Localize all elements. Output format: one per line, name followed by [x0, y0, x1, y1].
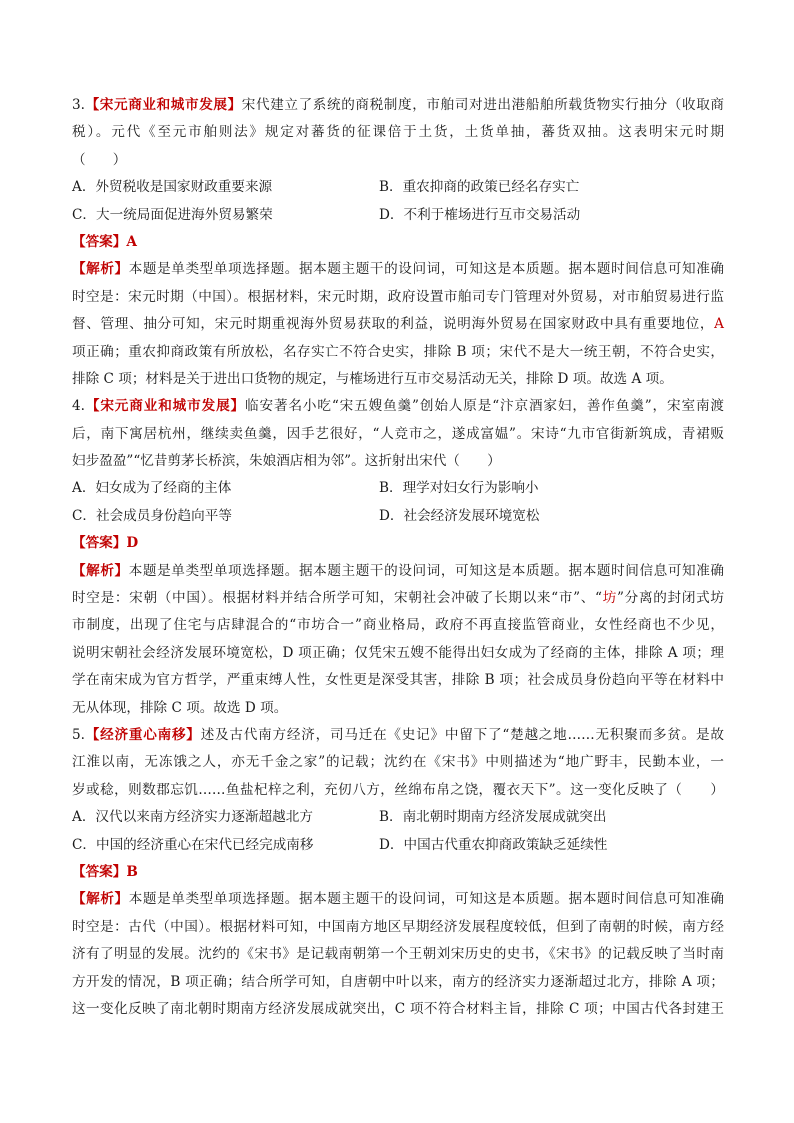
question-stem-line: 4.【宋元商业和城市发展】临安著名小吃“宋五嫂鱼羹”创始人原是“汴京酒家妇，善作鱼羹”，宋室南渡 — [72, 398, 725, 415]
highlight-text: A — [714, 316, 724, 333]
question-stem-line: 5.【经济重心南移】述及古代南方经济，司马迁在《史记》中留下了“楚越之地……无积聚而多贫。是故 — [72, 726, 725, 743]
option-b[interactable]: B．重农抑商的政策已经名存实亡 — [379, 179, 580, 196]
analysis-line: 排除 C 项；材料是关于进出口货物的规定，与榷场进行互市交易活动无关，排除 D 项。故选 A 项。 — [72, 370, 673, 387]
analysis-label: 【解析】 — [72, 562, 129, 579]
option-b[interactable]: B．理学对妇女行为影响小 — [379, 480, 539, 497]
option-b[interactable]: B．南北朝时期南方经济发展成就突出 — [379, 809, 607, 826]
topic-tag: 【经济重心南移】 — [84, 726, 201, 743]
analysis-line: 项正确；重农抑商政策有所放松，名存实亡不符合史实，排除 B 项；宋代不是大一统王朝，不符合史实， — [72, 343, 724, 360]
option-a[interactable]: A．外贸税收是国家财政重要来源 — [72, 179, 273, 196]
analysis-line: 方开发的情况，B 项正确；结合所学可知，自唐朝中叶以来，南方的经济实力逐渐超过北方，排除 A 项； — [72, 973, 724, 990]
option-row — [72, 174, 724, 201]
analysis-line: 【解析】本题是单类型单项选择题。据本题主题干的设问词，可知这是本质题。据本题时间信息可知准确 — [72, 562, 724, 579]
topic-tag: 【宋元商业和城市发展】 — [84, 97, 242, 113]
option-d[interactable]: D．社会经济发展环境宽松 — [379, 507, 540, 524]
answer-line — [72, 859, 724, 886]
option-row — [72, 503, 724, 530]
question-stem-line: （ ） — [72, 151, 127, 168]
question-stem-line: 税）。元代《至元市舶则法》规定对蕃货的征课倍于土货，土货单抽，蕃货双抽。这表明宋元时期 — [72, 124, 724, 141]
option-d[interactable]: D．不利于榷场进行互市交易活动 — [379, 206, 581, 223]
analysis-line: 时空是：宋元时期（中国）。根据材料，宋元时期，政府设置市舶司专门管理对外贸易，对市舶贸易进行监 — [72, 288, 724, 305]
question-stem-line: 岁或稔，则数郡忘饥……鱼盐杞梓之利，充仞八方，丝绵布帛之饶，覆衣天下”。这一变化反映了（ ） — [72, 781, 724, 798]
question-stem-line: 江淮以南，无冻饿之人，亦无千金之家”的记载；沈约在《宋书》中则描述为“地广野丰，民勤本业，一 — [72, 754, 724, 771]
analysis-line: 时空是：宋朝（中国）。根据材料并结合所学可知，宋朝社会冲破了长期以来“市”、“坊”分离的封闭式坊 — [72, 590, 725, 607]
analysis-line: 济有了明显的发展。沈约的《宋书》是记载南朝第一个王朝刘宋历史的史书，《宋书》的记载反映了当时南 — [72, 946, 724, 963]
answer-value: A — [126, 233, 137, 250]
question-number: 3. — [72, 97, 85, 113]
question-5 — [72, 722, 724, 1023]
topic-tag: 【宋元商业和城市发展】 — [84, 398, 246, 415]
question-3 — [72, 92, 724, 393]
answer-label: 【答案】 — [72, 535, 127, 552]
option-row — [72, 804, 724, 831]
question-stem-line: 3.【宋元商业和城市发展】宋代建立了系统的商税制度，市舶司对进出港船舶所载货物实行抽分（收取商 — [72, 97, 724, 113]
analysis-line: 【解析】本题是单类型单项选择题。据本题主题干的设问词，可知这是本质题。据本题时间信息可知准确 — [72, 261, 724, 278]
question-number: 4. — [72, 398, 85, 415]
analysis-line: 【解析】本题是单类型单项选择题。据本题主题干的设问词，可知这是本质题。据本题时间信息可知准确 — [72, 891, 724, 908]
answer-label: 【答案】 — [72, 233, 127, 250]
answer-value: B — [126, 863, 138, 880]
option-row — [72, 202, 724, 229]
answer-line — [72, 530, 724, 557]
option-c[interactable]: C．大一统局面促进海外贸易繁荣 — [72, 206, 273, 223]
analysis-label: 【解析】 — [72, 891, 129, 908]
analysis-label: 【解析】 — [72, 261, 129, 278]
option-a[interactable]: A．汉代以来南方经济实力逐渐超越北方 — [72, 809, 313, 826]
analysis-line: 这一变化反映了南北朝时期南方经济发展成就突出，C 项不符合材料主旨，排除 C 项；中国古代各封建王 — [72, 1000, 724, 1017]
option-c[interactable]: C．中国的经济重心在宋代已经完成南移 — [72, 836, 314, 853]
analysis-line: 督、管理、抽分可知，宋元时期重视海外贸易获取的利益，说明海外贸易在国家财政中具有重要地位，A — [72, 316, 724, 333]
question-stem-line: 后，南下寓居杭州，继续卖鱼羹，因手艺很好，“人竞市之，遂成富媪”。宋诗“九市官街新筑成，青裙贩 — [72, 425, 724, 442]
highlight-text: 坊 — [602, 590, 618, 607]
option-c[interactable]: C．社会成员身份趋向平等 — [72, 507, 232, 524]
option-row — [72, 475, 724, 502]
answer-value: D — [126, 535, 139, 552]
question-4 — [72, 393, 724, 722]
answer-label: 【答案】 — [72, 863, 127, 880]
question-number: 5. — [72, 726, 85, 743]
option-row — [72, 832, 724, 859]
analysis-line: 时空是：古代（中国）。根据材料可知，中国南方地区早期经济发展程度较低，但到了南朝的时候，南方经 — [72, 918, 724, 935]
analysis-line: 学在南宋成为官方哲学，严重束缚人性，女性更是深受其害，排除 B 项；社会成员身份趋向平等在材料中 — [72, 672, 724, 689]
analysis-line: 无从体现，排除 C 项。故选 D 项。 — [72, 699, 288, 716]
analysis-line: 市制度，出现了住宅与店肆混合的“市坊合一”商业格局，政府不再直接监管商业，女性经商也不少见， — [72, 617, 724, 634]
option-a[interactable]: A．妇女成为了经商的主体 — [72, 480, 232, 497]
question-stem-line: 妇步盈盈”“忆昔剪茅长桥滨，朱娘酒店相为邻”。这折射出宋代（ ） — [72, 453, 501, 470]
answer-line — [72, 229, 724, 256]
option-d[interactable]: D．中国古代重农抑商政策缺乏延续性 — [379, 836, 608, 853]
analysis-line: 说明宋朝社会经济发展环境宽松，D 项正确；仅凭宋五嫂不能得出妇女成为了经商的主体，排除 A 项；理 — [72, 644, 724, 661]
